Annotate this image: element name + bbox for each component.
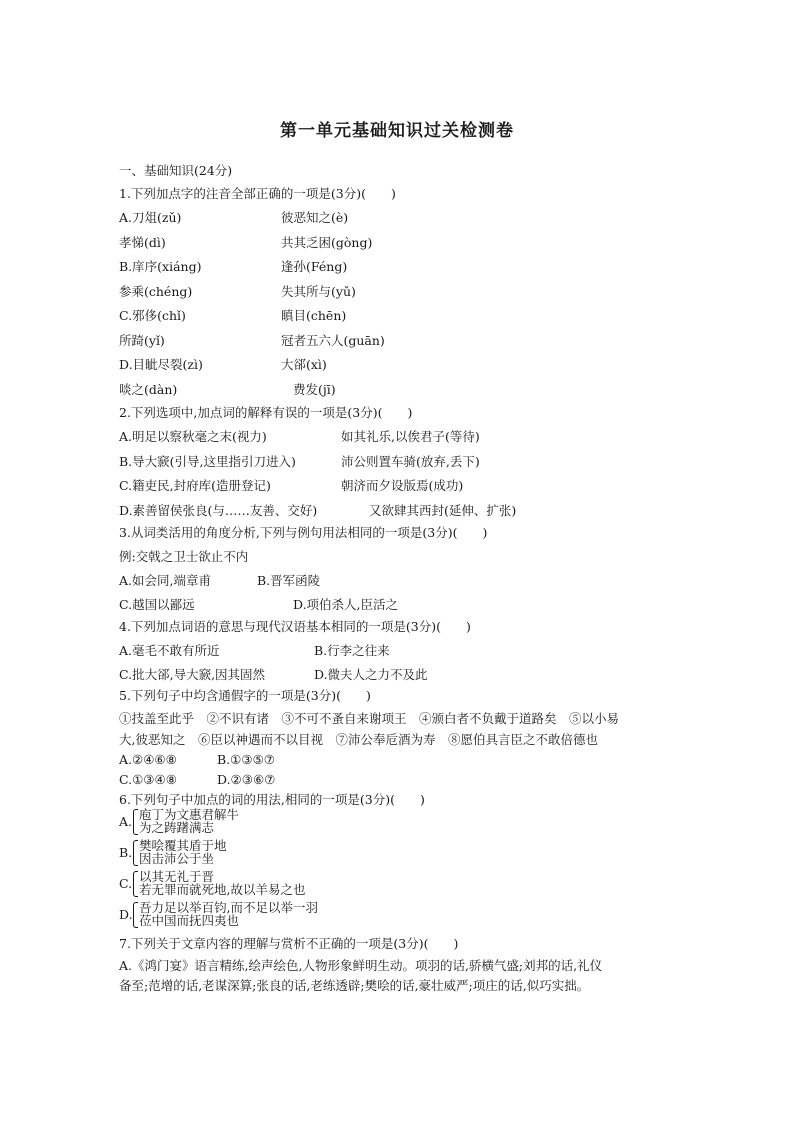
q5-option-text: A.②④⑥⑧ bbox=[119, 752, 177, 767]
question-7-stem: 7.下列关于文章内容的理解与赏析不正确的一项是(3分)( ) bbox=[119, 936, 459, 951]
q1-row-3 bbox=[119, 259, 348, 275]
q1-option-text: 冠者五六人(guān) bbox=[281, 333, 385, 348]
q4-row-1 bbox=[119, 643, 390, 659]
question-1-stem: 1.下列加点字的注音全部正确的一项是(3分)( ) bbox=[119, 186, 396, 201]
q2-option-text: B.导大窾(引导,这里指引刀进入) bbox=[119, 454, 296, 469]
q1-row-8 bbox=[119, 382, 336, 398]
brace-icon bbox=[133, 840, 138, 866]
q3-example: 例:交戟之卫士欲止不内 bbox=[119, 549, 249, 564]
q4-option-text: D.微夫人之力不及此 bbox=[314, 667, 428, 682]
question-4-stem: 4.下列加点词语的意思与现代汉语基本相同的一项是(3分)( ) bbox=[119, 619, 471, 634]
q6-option-bottom: 为之踌躇满志 bbox=[139, 820, 215, 835]
q1-option-text: 共其乏困(gòng) bbox=[281, 235, 373, 250]
q5-row-1 bbox=[119, 752, 275, 768]
q1-option-text: B.庠序(xiáng) bbox=[119, 259, 202, 274]
q1-option-text: D.目眦尽裂(zì) bbox=[119, 357, 203, 372]
q5-row-2 bbox=[119, 772, 276, 788]
q1-row-6 bbox=[119, 333, 385, 349]
q2-option-text: 沛公则置车骑(放弃,丢下) bbox=[341, 454, 480, 469]
q1-option-text: 费发(jī) bbox=[293, 382, 336, 397]
q6-option-top: 樊哙覆其盾于地 bbox=[139, 838, 227, 853]
q6-option-bottom: 因击沛公于坐 bbox=[139, 851, 215, 866]
q6-option-bottom: 若无罪而就死地,故以羊易之也 bbox=[139, 882, 306, 897]
q6-option-top: 吾力足以举百钧,而不足以举一羽 bbox=[139, 900, 318, 915]
q1-option-text: 参乘(chéng) bbox=[119, 284, 193, 299]
q1-option-text: 大郤(xì) bbox=[281, 357, 327, 372]
q3-option-text: D.项伯杀人,臣活之 bbox=[293, 597, 399, 612]
q2-option-text: A.明足以察秋毫之末(视力) bbox=[119, 429, 267, 444]
q4-option-text: C.批大郤,导大窾,因其固然 bbox=[119, 667, 266, 682]
q1-option-text: C.邪侈(chǐ) bbox=[119, 308, 186, 323]
q2-option-text: 如其礼乐,以俟君子(等待) bbox=[341, 429, 480, 444]
q2-row-3 bbox=[119, 478, 464, 494]
question-6-stem: 6.下列句子中加点的词的用法,相同的一项是(3分)( ) bbox=[119, 792, 425, 807]
q3-option-text: A.如会同,端章甫 bbox=[119, 573, 211, 588]
q6-option-label: C. bbox=[119, 876, 133, 891]
q1-option-text: 孝悌(dì) bbox=[119, 235, 166, 250]
q2-option-text: 朝济而夕设版焉(成功) bbox=[341, 478, 464, 493]
brace-icon bbox=[133, 809, 138, 835]
q3-option-text: B.晋军函陵 bbox=[257, 573, 321, 588]
question-3-stem: 3.从词类活用的角度分析,下列与例句用法相同的一项是(3分)( ) bbox=[119, 525, 488, 540]
page-title: 第一单元基础知识过关检测卷 bbox=[280, 121, 514, 141]
q6-option-top: 庖丁为文惠君解牛 bbox=[139, 807, 240, 822]
q2-row-2 bbox=[119, 454, 480, 470]
q1-option-text: 瞋目(chēn) bbox=[281, 308, 347, 323]
q5-option-text: B.①③⑤⑦ bbox=[217, 752, 275, 767]
q1-option-text: A.刀俎(zǔ) bbox=[119, 210, 182, 225]
q1-option-text: 彼恶知之(è) bbox=[281, 210, 349, 225]
q3-row-2 bbox=[119, 597, 399, 613]
q5-option-text: C.①③④⑧ bbox=[119, 772, 177, 787]
q1-row-4 bbox=[119, 284, 356, 300]
q1-option-text: 啖之(dàn) bbox=[119, 382, 178, 397]
q6-option-label: B. bbox=[119, 845, 133, 860]
q2-option-text: C.籍吏民,封府库(造册登记) bbox=[119, 478, 271, 493]
q1-option-text: 所踦(yǐ) bbox=[119, 333, 165, 348]
q2-row-4 bbox=[119, 503, 517, 519]
question-5-stem: 5.下列句子中均含通假字的一项是(3分)( ) bbox=[119, 688, 371, 703]
q6-option-label: A. bbox=[119, 814, 133, 829]
q1-row-2 bbox=[119, 235, 373, 251]
brace-icon bbox=[133, 871, 138, 897]
q3-option-text: C.越国以鄙远 bbox=[119, 597, 195, 612]
q6-option-top: 以其无礼于晋 bbox=[139, 869, 215, 884]
section-heading: 一、基础知识(24分) bbox=[119, 163, 233, 178]
q4-option-text: A.毫毛不敢有所近 bbox=[119, 643, 220, 658]
brace-icon bbox=[133, 902, 138, 928]
question-2-stem: 2.下列选项中,加点词的解释有误的一项是(3分)( ) bbox=[119, 405, 413, 420]
q1-option-text: 失其所与(yǔ) bbox=[281, 284, 356, 299]
q1-row-5 bbox=[119, 308, 347, 324]
q5-option-text: D.②③⑥⑦ bbox=[217, 772, 276, 787]
q2-option-text: D.素善留侯张良(与……友善、交好) bbox=[119, 503, 318, 518]
q2-row-1 bbox=[119, 429, 480, 445]
q7-option-a-line-2: 备至;范增的话,老谋深算;张良的话,老练透辟;樊哙的话,豪壮威严;项庄的话,似巧实拙。 bbox=[119, 978, 590, 993]
q7-option-a-line-1: A.《鸿门宴》语言精练,绘声绘色,人物形象鲜明生动。项羽的话,骄横气盛;刘邦的话,礼仪 bbox=[119, 958, 603, 973]
q2-option-text: 又欲肆其西封(延伸、扩张) bbox=[369, 503, 517, 518]
q4-row-2 bbox=[119, 667, 428, 683]
q3-row-1 bbox=[119, 573, 321, 589]
q6-option-bottom: 莅中国而抚四夷也 bbox=[139, 913, 240, 928]
q1-row-7 bbox=[119, 357, 327, 373]
q4-option-text: B.行李之往来 bbox=[314, 643, 390, 658]
q5-sentences-line-2: 大,彼恶知之 ⑥臣以神遇而不以目视 ⑦沛公奉卮酒为寿 ⑧愿伯具言臣之不敢倍德也 bbox=[119, 732, 598, 747]
q6-option-label: D. bbox=[119, 907, 133, 922]
q1-option-text: 逢孙(Féng) bbox=[281, 259, 348, 274]
q5-sentences-line-1: ①技盖至此乎 ②不识有诸 ③不可不蚤自来谢项王 ④颁白者不负戴于道路矣 ⑤以小易 bbox=[119, 711, 620, 726]
q1-row-1 bbox=[119, 210, 349, 226]
